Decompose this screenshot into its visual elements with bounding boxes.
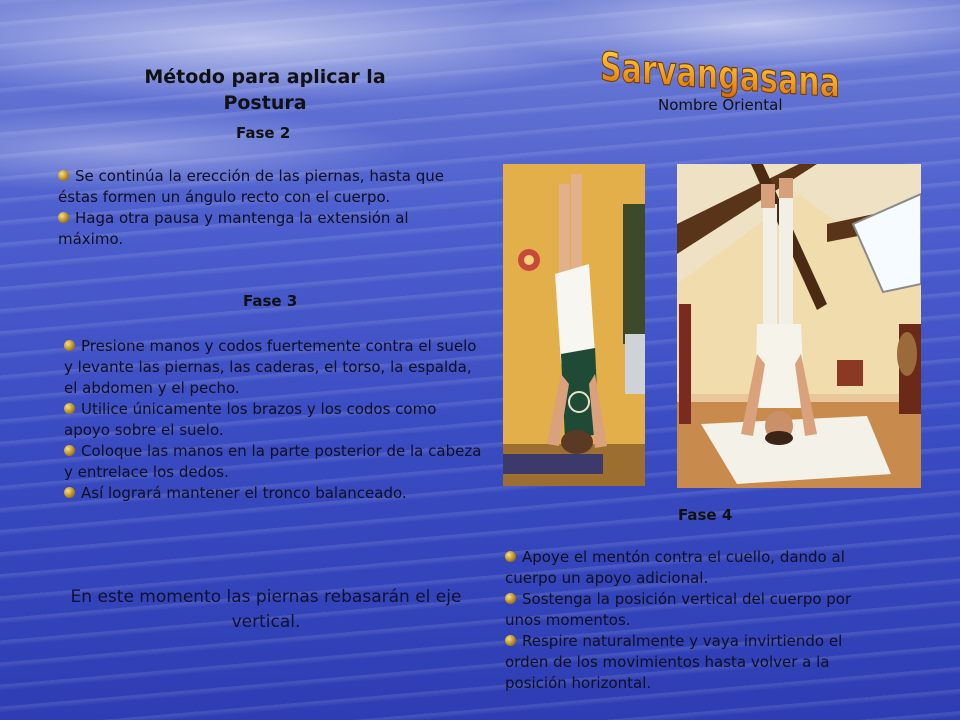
method-heading-line2: Postura bbox=[223, 92, 307, 114]
fase4-label: Fase 4 bbox=[678, 506, 733, 524]
bullet-icon bbox=[505, 593, 516, 604]
list-item: Respire naturalmente y vaya invirtiendo el orden de los movimientos hasta volver a la posición horizontal. bbox=[505, 632, 843, 692]
bullet-icon bbox=[64, 340, 75, 351]
list-item: Se continúa la erección de las piernas, hasta que éstas formen un ángulo recto con el cuerpo. bbox=[58, 167, 444, 206]
bullet-icon bbox=[58, 170, 69, 181]
list-item: Haga otra pausa y mantenga la extensión al máximo. bbox=[58, 209, 409, 248]
bullet-icon bbox=[505, 635, 516, 646]
method-heading-line1: Método para aplicar la bbox=[144, 66, 386, 88]
headstand-photo-front bbox=[677, 164, 921, 488]
note-text: En este momento las piernas rebasarán el eje vertical. bbox=[70, 587, 462, 632]
list-item: Así logrará mantener el tronco balanceado. bbox=[64, 483, 484, 504]
method-heading bbox=[120, 64, 410, 116]
bullet-icon bbox=[58, 212, 69, 223]
title-text: Sarvangasana bbox=[600, 44, 848, 100]
bullet-icon bbox=[64, 487, 75, 498]
fase2-label: Fase 2 bbox=[236, 124, 291, 142]
fase2-list bbox=[58, 166, 463, 250]
bullet-icon bbox=[505, 551, 516, 562]
bullet-icon bbox=[64, 445, 75, 456]
list-item: Apoye el mentón contra el cuello, dando al cuerpo un apoyo adicional. bbox=[505, 548, 845, 587]
fase3-list bbox=[64, 336, 484, 504]
list-item: Sostenga la posición vertical del cuerpo por unos momentos. bbox=[505, 590, 852, 629]
bullet-icon bbox=[64, 403, 75, 414]
fase4-list bbox=[505, 547, 890, 694]
title-subtitle: Nombre Oriental bbox=[658, 96, 783, 114]
headstand-photo-side bbox=[503, 164, 645, 486]
fase3-label: Fase 3 bbox=[243, 292, 298, 310]
list-item: Utilice únicamente los brazos y los codos como apoyo sobre el suelo. bbox=[64, 400, 437, 439]
list-item: Coloque las manos en la parte posterior de la cabeza y entrelace los dedos. bbox=[64, 442, 482, 481]
list-item: Presione manos y codos fuertemente contra el suelo y levante las piernas, las caderas, el torso, la espalda, el abdomen y el pecho. bbox=[64, 337, 477, 397]
title-wordart bbox=[598, 30, 848, 100]
